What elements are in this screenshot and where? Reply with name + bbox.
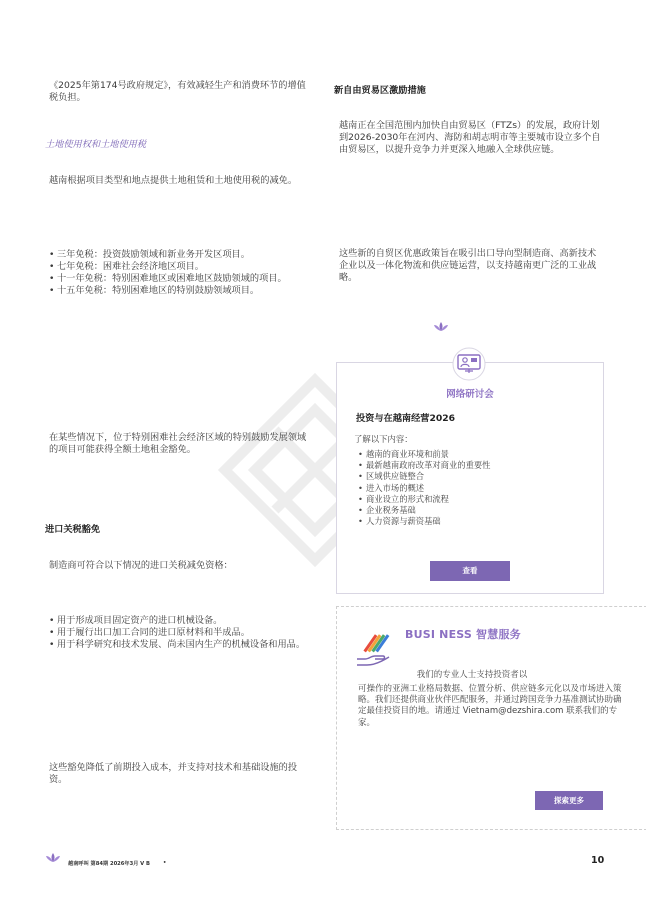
list-item: • 七年免税：困难社会经济地区项目。 [49,261,311,273]
list-item: • 区域供应链整合 [358,471,490,482]
footer-dot: • [163,860,167,866]
list-item: • 用于履行出口加工合同的进口原材料和半成品。 [49,627,311,639]
webinar-presentation-icon [451,347,487,381]
lotus-ornament-icon [433,321,449,333]
ftz-paragraph-1: 越南正在全国范围内加快自由贸易区（FTZs）的发展，政府计划到2026-2030年在河内、海防和胡志明市等主要城市设立多个自由贸易区，以提升竞争力并更深入地融入全球供应链。 [339,120,601,155]
land-full-exemption-paragraph: 在某些情况下，位于特别困难社会经济区域的特别鼓励发展领域的项目可能获得全额土地租金豁免。 [49,432,307,455]
import-intro-paragraph: 制造商可符合以下情况的进口关税减免资格： [49,560,233,571]
business-services-card [336,606,646,830]
import-duty-heading: 进口关税豁免 [45,524,101,535]
vat-rule-paragraph: 《2025年第174号政府规定》，有效减轻生产和消费环节的增值税负担。 [49,80,306,103]
list-item: • 商业设立的形式和流程 [358,494,490,505]
land-exemption-list [49,249,311,297]
import-conclusion-paragraph: 这些豁免降低了前期投入成本，并支持对技术和基础设施的投资。 [49,762,298,785]
webinar-card [336,362,604,594]
list-item: • 三年免税：投资鼓励领域和新业务开发区项目。 [49,249,311,261]
list-item: • 人力资源与薪资基础 [358,516,490,527]
ftz-paragraph-2: 这些新的自贸区优惠政策旨在吸引出口导向型制造商、高新技术企业以及一体化物流和供应链运营，以支持越南更广泛的工业战略。 [339,248,597,283]
list-item: • 企业税务基础 [358,505,490,516]
list-item: • 十五年免税：特别困难地区的特别鼓励领域项目。 [49,285,311,297]
import-exemption-list [49,615,311,651]
list-item: • 最新越南政府改革对商业的重要性 [358,460,490,471]
land-use-heading: 土地使用权和土地使用税 [45,139,147,150]
business-description: 可操作的亚洲工业格局数据、位置分析、供应链多元化以及市场进入策略。我们还提供商业伙伴匹配服务，并通过跨国竞争力基准测试协助确定最佳投资目的地。请通过 Vietnam@dezshira.com 联系我们的专家。 [358,684,622,728]
list-item: • 十一年免税：特别困难地区或困难地区鼓励领域的项目。 [49,273,311,285]
webinar-topics-list [358,449,490,527]
footer-lotus-icon [45,852,61,864]
explore-more-button[interactable]: 探索更多 [535,791,603,810]
webinar-subtitle: 投资与在越南经营2026 [356,413,456,424]
view-webinar-button[interactable]: 查看 [430,561,510,581]
land-intro-paragraph: 越南根据项目类型和地点提供土地租赁和土地使用税的减免。 [49,175,298,186]
list-item: • 进入市场的概述 [358,483,490,494]
ftz-heading: 新自由贸易区激励措施 [334,85,426,96]
business-intro-line: 我们的专业人士支持投资者以 [416,670,528,680]
hand-holding-services-icon [353,629,393,669]
webinar-intro: 了解以下内容： [354,434,413,444]
webinar-title: 网络研讨会 [446,389,494,400]
list-item: • 越南的商业环境和前景 [358,449,490,460]
footer-publication: 越南呼叫 第84期 2026年3月 V B [68,861,150,867]
page-number: 10 [591,855,605,866]
business-services-title: BUSI NESS 智慧服务 [405,628,521,641]
list-item: • 用于科学研究和技术发展、尚未国内生产的机械设备和用品。 [49,639,311,651]
list-item: • 用于形成项目固定资产的进口机械设备。 [49,615,311,627]
